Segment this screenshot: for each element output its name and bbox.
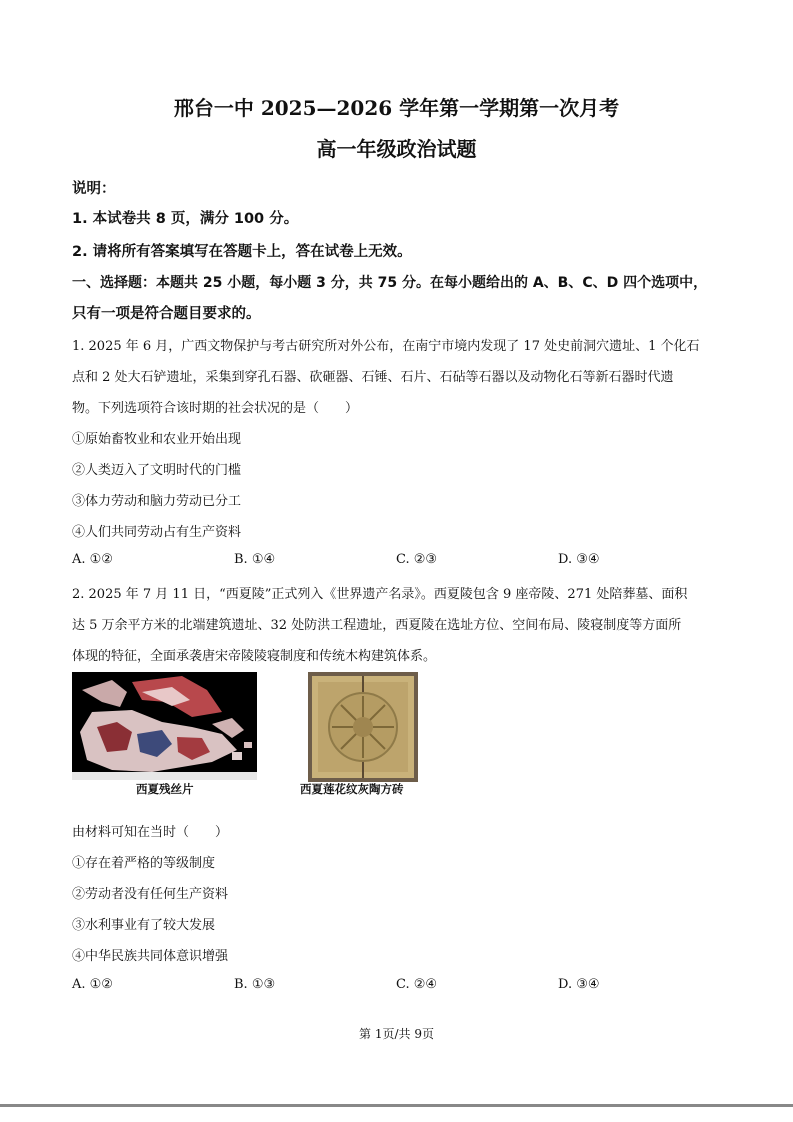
q2-statement-2: ②劳动者没有任何生产资料 (72, 887, 229, 902)
lotus-brick-illustration (308, 672, 418, 782)
q1-option-c: C. ②③ (396, 552, 438, 567)
q1-stem-line2: 点和 2 处大石铲遗址，采集到穿孔石器、砍砸器、石锤、石片、石砧等石器以及动物化石等新石器时代遗 (72, 370, 674, 385)
section-heading-line2: 只有一项是符合题目要求的。 (72, 306, 261, 322)
q1-statement-4: ④人们共同劳动占有生产资料 (72, 525, 242, 540)
silk-fragment-illustration (72, 672, 257, 780)
lotus-brick-image (308, 672, 418, 782)
q1-stem-line3: 物。下列选项符合该时期的社会状况的是（ ） (72, 401, 359, 416)
q2-option-d: D. ③④ (558, 977, 600, 992)
q2-statement-3: ③水利事业有了较大发展 (72, 918, 216, 933)
q2-option-c: C. ②④ (396, 977, 438, 992)
q1-statement-1: ①原始畜牧业和农业开始出现 (72, 432, 242, 447)
q2-question-stem: 由材料可知在当时（ ） (72, 825, 229, 840)
q2-option-b: B. ①③ (234, 977, 276, 992)
instruction-item-2: 2. 请将所有答案填写在答题卡上，答在试卷上无效。 (72, 244, 412, 260)
page-number: 第 1页/共 9页 (359, 1027, 434, 1041)
instruction-item-1: 1. 本试卷共 8 页，满分 100 分。 (72, 211, 299, 227)
caption-silk-fragment: 西夏残丝片 (136, 782, 194, 796)
bottom-divider (0, 1104, 793, 1107)
q1-option-b: B. ①④ (234, 552, 276, 567)
q2-stem-line3: 体现的特征，全面承袭唐宋帝陵陵寝制度和传统木构建筑体系。 (72, 649, 437, 664)
q1-statement-3: ③体力劳动和脑力劳动已分工 (72, 494, 242, 509)
q2-option-a: A. ①② (72, 977, 113, 992)
section-heading-line1: 一、选择题：本题共 25 小题，每小题 3 分，共 75 分。在每小题给出的 A、B、C、D 四个选项中， (72, 275, 708, 291)
q1-statement-2: ②人类迈入了文明时代的门槛 (72, 463, 242, 478)
q2-statement-4: ④中华民族共同体意识增强 (72, 949, 229, 964)
exam-title: 邢台一中 2025—2026 学年第一学期第一次月考 (173, 96, 620, 120)
q1-option-d: D. ③④ (558, 552, 600, 567)
silk-fragment-image (72, 672, 257, 780)
q1-stem-line1: 1. 2025 年 6 月，广西文物保护与考古研究所对外公布，在南宁市境内发现了 17 处史前洞穴遗址、1 个化石 (72, 339, 700, 354)
instructions-heading: 说明： (72, 181, 116, 197)
q2-stem-line1: 2. 2025 年 7 月 11 日，“西夏陵”正式列入《世界遗产名录》。西夏陵包含 9 座帝陵、271 处陪葬墓、面积 (72, 587, 688, 602)
q1-option-a: A. ①② (72, 552, 113, 567)
caption-lotus-brick: 西夏莲花纹灰陶方砖 (300, 782, 404, 796)
exam-subtitle: 高一年级政治试题 (316, 137, 477, 161)
q2-stem-line2: 达 5 万余平方米的北端建筑遗址、32 处防洪工程遗址，西夏陵在选址方位、空间布局、陵寝制度等方面所 (72, 618, 682, 633)
q2-statement-1: ①存在着严格的等级制度 (72, 856, 216, 871)
